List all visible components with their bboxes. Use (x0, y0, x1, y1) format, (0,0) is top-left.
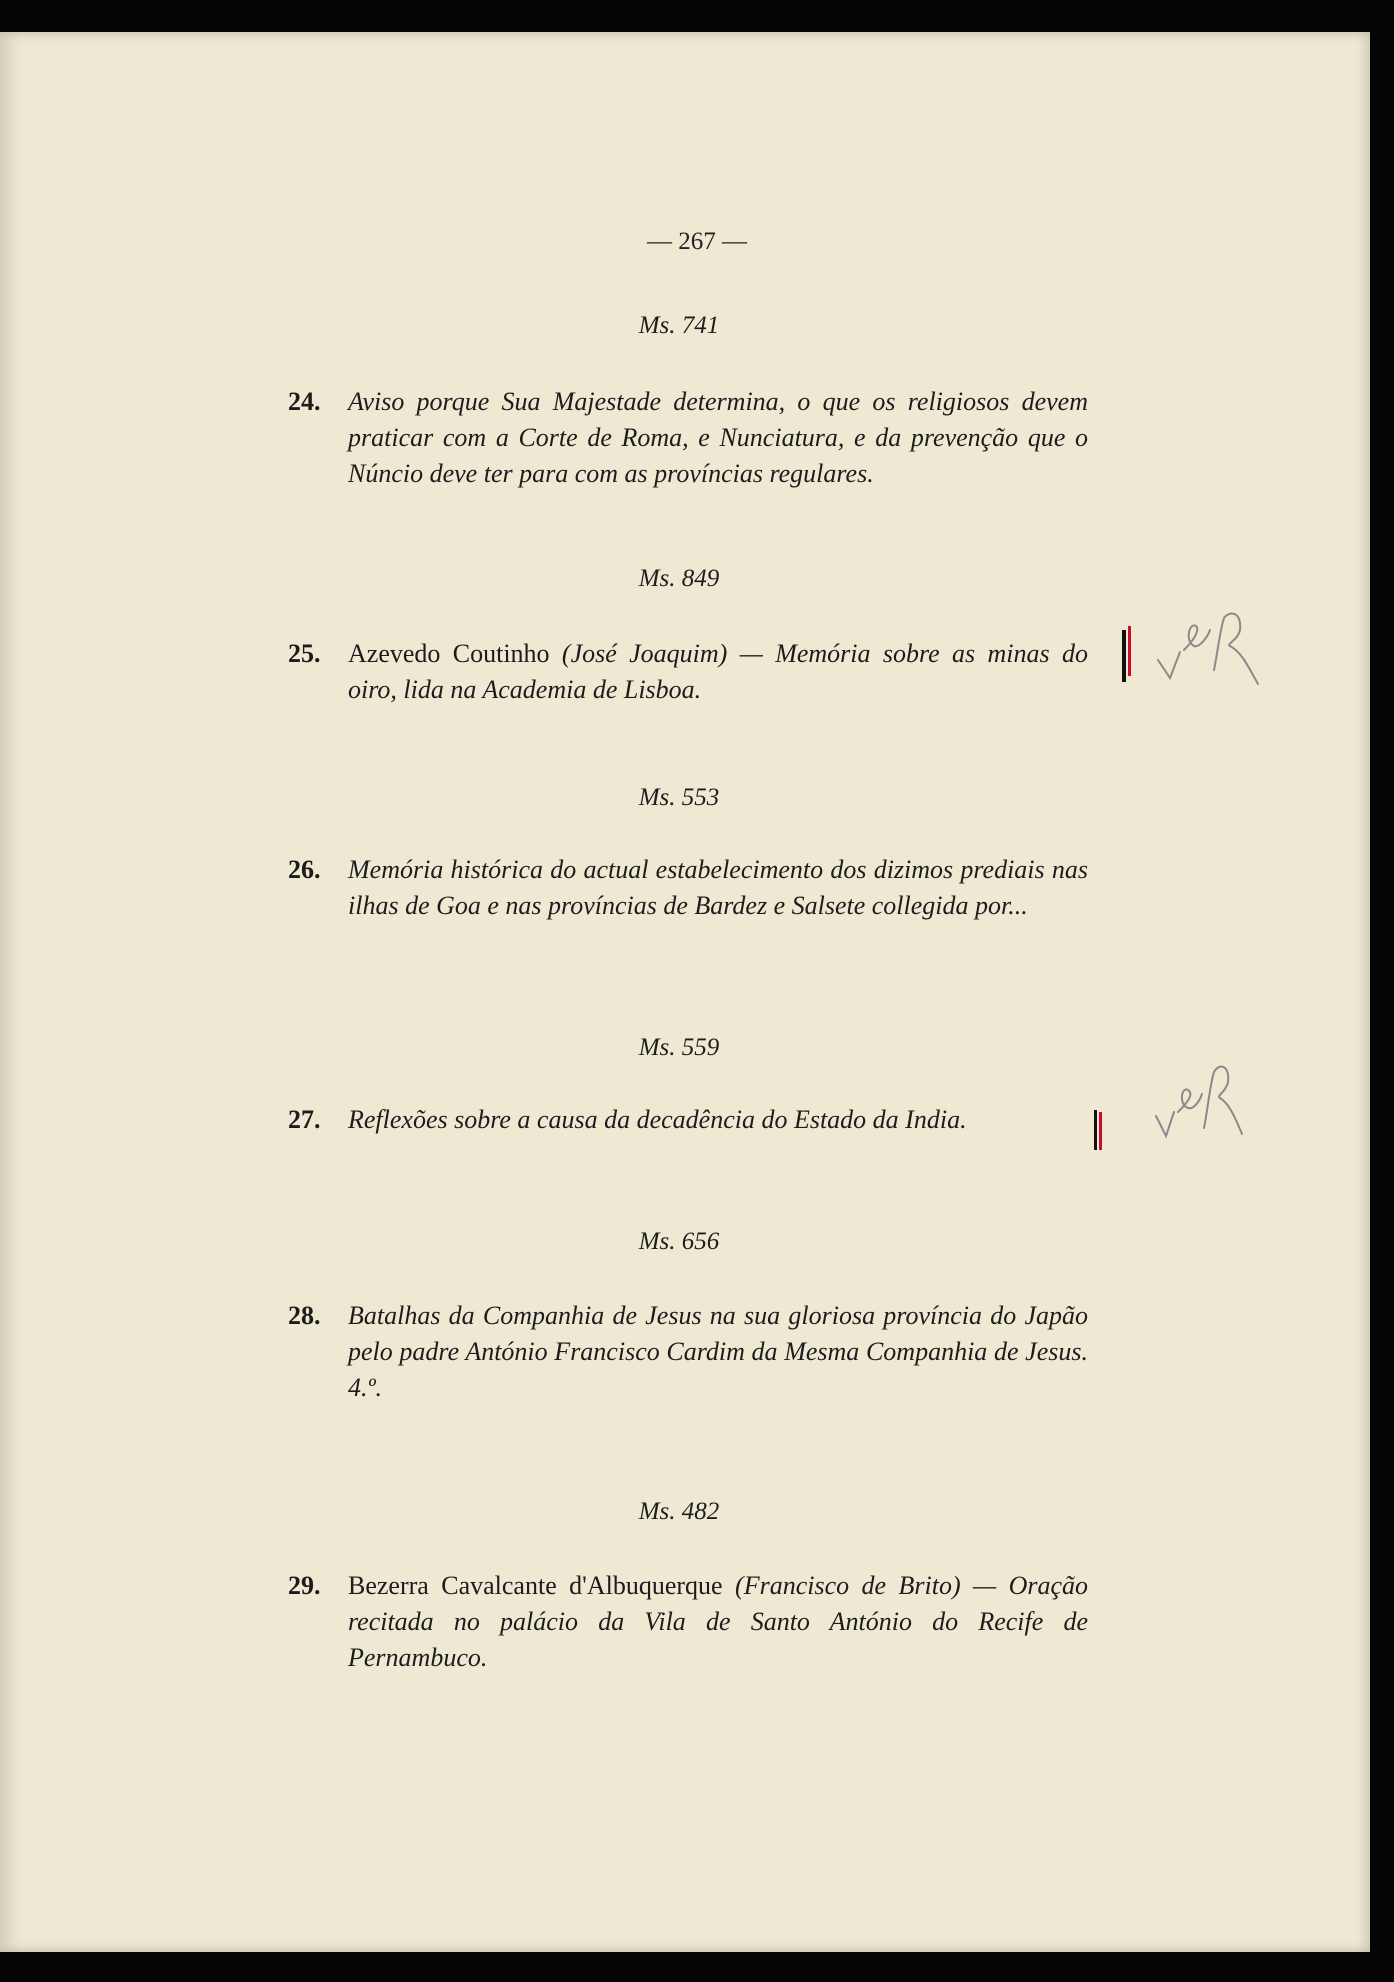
red-bar (1128, 626, 1131, 676)
margin-mark-25 (1118, 600, 1318, 710)
ms-heading: Ms. 482 (638, 1498, 720, 1525)
margin-mark-27 (1086, 1046, 1286, 1156)
entry-24 (288, 384, 1088, 492)
entry-author: Azevedo Coutinho (348, 639, 550, 668)
entry-number: 28. (288, 1301, 321, 1330)
entry-28 (288, 1298, 1088, 1406)
ms-heading: Ms. 849 (638, 565, 720, 592)
entry-author-detail: (José Joaquim) — (561, 639, 776, 668)
entry-body (348, 636, 1088, 708)
pencil-tick-icon (1156, 1067, 1242, 1136)
entry-27 (288, 1102, 1088, 1138)
entry-title: Memória sobre as minas do oiro, lida na Academia de Lisboa. (348, 639, 1088, 704)
entry-26 (288, 852, 1088, 924)
entry-title: Aviso porque Sua Majestade determina, o que os religiosos devem praticar com a Corte de Roma, e Nunciatura, e da prevenção que o Núncio deve ter para com as províncias regulares. (348, 387, 1088, 488)
black-bar (1094, 1110, 1097, 1150)
entry-title: Memória histórica do actual estabelecimento dos dizimos prediais nas ilhas de Goa e nas províncias de Bardez e Salsete collegida por... (348, 855, 1088, 920)
entry-author-detail: (Francisco de Brito) — (735, 1571, 1009, 1600)
entry-title: Reflexões sobre a causa da decadência do Estado da India. (348, 1105, 967, 1134)
entry-number: 27. (288, 1105, 321, 1134)
entry-29 (288, 1568, 1088, 1676)
black-bar (1122, 630, 1126, 682)
ms-heading: Ms. 741 (638, 312, 720, 339)
page-number: — 267 — (647, 228, 747, 255)
entry-title: Oração recitada no palácio da Vila de Santo António do Recife de Pernambuco. (348, 1571, 1089, 1672)
entry-number: 25. (288, 639, 321, 668)
entry-body (348, 1568, 1088, 1676)
ms-heading: Ms. 559 (638, 1034, 720, 1061)
entry-number: 26. (288, 855, 321, 884)
red-bar (1099, 1112, 1102, 1150)
ms-heading: Ms. 553 (638, 784, 720, 811)
pencil-tick-icon (1158, 614, 1258, 684)
entry-number: 24. (288, 387, 321, 416)
ms-heading: Ms. 656 (638, 1228, 720, 1255)
entry-number: 29. (288, 1571, 321, 1600)
entry-title: Batalhas da Companhia de Jesus na sua gloriosa província do Japão pelo padre António Francisco Cardim da Mesma Companhia de Jesus. 4.º. (348, 1301, 1088, 1402)
entry-author: Bezerra Cavalcante d'Albuquerque (348, 1571, 723, 1600)
entry-25 (288, 636, 1088, 708)
